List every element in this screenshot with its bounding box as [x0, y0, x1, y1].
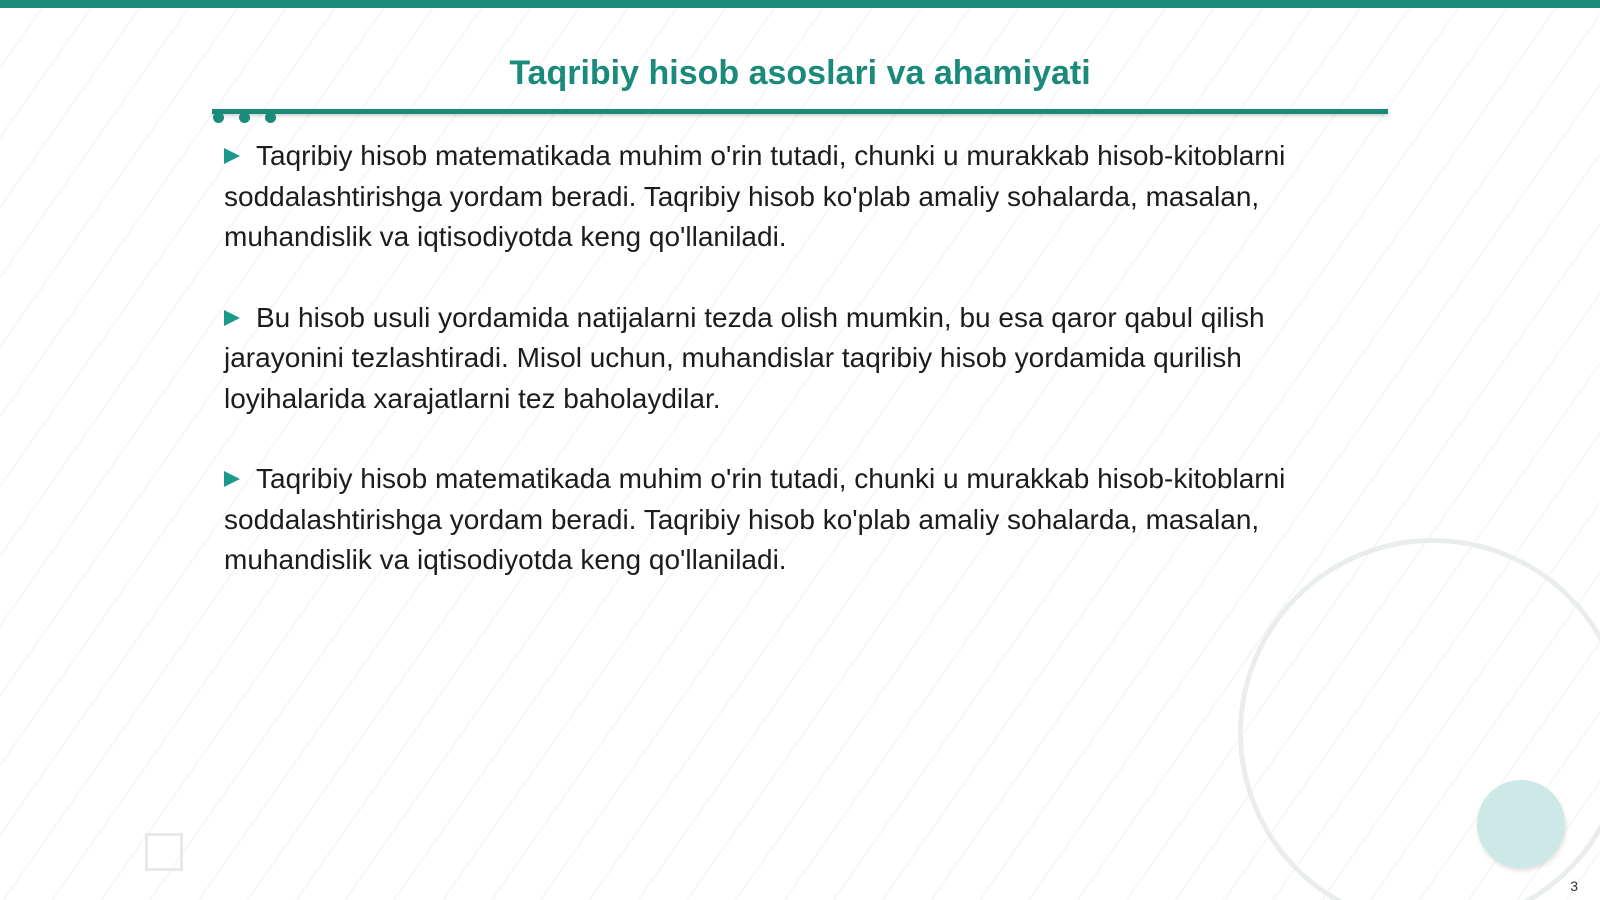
decorative-dot-icon: [213, 112, 224, 123]
slide-title: Taqribiy hisob asoslari va ahamiyati: [509, 54, 1091, 92]
triangle-bullet-icon: [224, 148, 240, 164]
bullet-paragraph: [224, 459, 1364, 581]
bullet-text: Taqribiy hisob matematikada muhim o'rin tutadi, chunki u murakkab hisob-kitoblarni soddalashtirishga yordam beradi. Taqribiy hisob ko'plab amaliy sohalarda, masalan, muhandislik va iqtisodiyotda keng qo'llaniladi.: [224, 140, 1286, 252]
page-number: 3: [1570, 878, 1578, 894]
bullet-paragraph: [224, 298, 1364, 420]
decorative-circle-icon: [1477, 780, 1565, 868]
bullet-text: Taqribiy hisob matematikada muhim o'rin tutadi, chunki u murakkab hisob-kitoblarni soddalashtirishga yordam beradi. Taqribiy hisob ko'plab amaliy sohalarda, masalan, muhandislik va iqtisodiyotda keng qo'llaniladi.: [224, 463, 1286, 575]
bullet-text: Bu hisob usuli yordamida natijalarni tezda olish mumkin, bu esa qaror qabul qilish jarayonini tezlashtiradi. Misol uchun, muhandislar taqribiy hisob yordamida qurilish loyihalarida xarajatlarni tez baholaydilar.: [224, 301, 1265, 414]
bullet-list: [224, 136, 1364, 621]
decorative-dot-icon: [239, 112, 250, 123]
decorative-square-icon: [145, 833, 183, 871]
title-underline: [212, 109, 1388, 114]
bullet-paragraph: [224, 136, 1364, 258]
triangle-bullet-icon: [224, 471, 240, 487]
top-accent-bar: [0, 0, 1600, 8]
triangle-bullet-icon: [224, 310, 240, 326]
decorative-dot-icon: [265, 112, 276, 123]
